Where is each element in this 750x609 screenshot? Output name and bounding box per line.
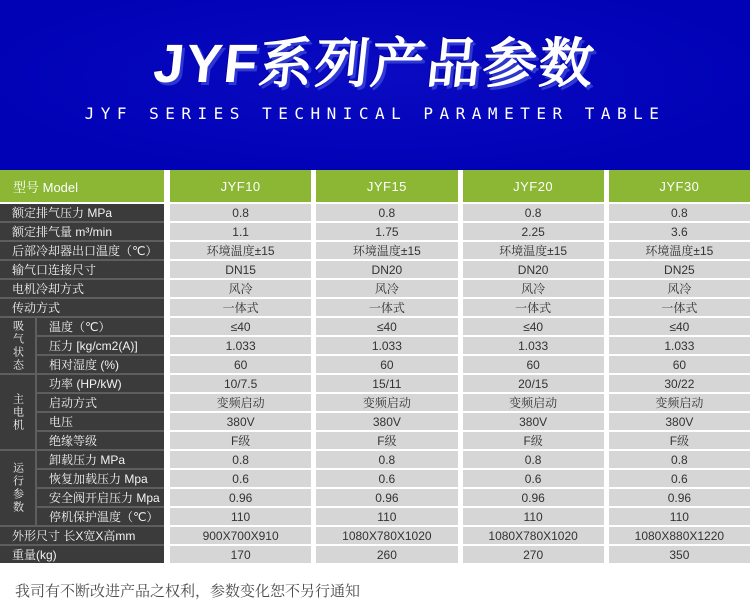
value-cell: 变频启动 bbox=[609, 394, 750, 411]
value-cell: 0.8 bbox=[170, 451, 311, 468]
value-cell: DN20 bbox=[463, 261, 604, 278]
value-cell: 1080X880X1220 bbox=[609, 527, 750, 544]
row-label: 启动方式 bbox=[37, 394, 164, 411]
value-cell: 0.8 bbox=[609, 451, 750, 468]
value-cell: 350 bbox=[609, 546, 750, 563]
value-cell: DN25 bbox=[609, 261, 750, 278]
value-cell: ≤40 bbox=[609, 318, 750, 335]
value-cell: 0.6 bbox=[463, 470, 604, 487]
title-banner bbox=[0, 0, 750, 170]
value-cell: 0.6 bbox=[316, 470, 457, 487]
row-label: 停机保护温度（℃） bbox=[37, 508, 164, 525]
row-label: 功率 (HP/kW) bbox=[37, 375, 164, 392]
value-cell: 900X700X910 bbox=[170, 527, 311, 544]
group-sublabels bbox=[37, 318, 164, 373]
value-cell: 风冷 bbox=[463, 280, 604, 297]
value-cell: 0.8 bbox=[609, 204, 750, 221]
value-cell: 110 bbox=[170, 508, 311, 525]
value-cell: 380V bbox=[316, 413, 457, 430]
value-cell: F级 bbox=[316, 432, 457, 449]
value-cell: DN20 bbox=[316, 261, 457, 278]
row-label: 额定排气压力 MPa bbox=[0, 204, 164, 221]
value-cell: 60 bbox=[170, 356, 311, 373]
value-cell: 1.033 bbox=[316, 337, 457, 354]
group-sublabels bbox=[37, 375, 164, 449]
value-cell: 1.75 bbox=[316, 223, 457, 240]
value-cell: 260 bbox=[316, 546, 457, 563]
value-cell: 风冷 bbox=[316, 280, 457, 297]
group-label: 运行参数 bbox=[0, 451, 35, 525]
row-label: 输气口连接尺寸 bbox=[0, 261, 164, 278]
value-cell: 环境温度±15 bbox=[609, 242, 750, 259]
row-label: 卸载压力 MPa bbox=[37, 451, 164, 468]
value-cell: 0.6 bbox=[170, 470, 311, 487]
value-cell: 60 bbox=[609, 356, 750, 373]
value-cell: ≤40 bbox=[170, 318, 311, 335]
column-header-cell: JYF20 bbox=[463, 170, 604, 202]
parameter-table bbox=[0, 170, 750, 563]
column-header-cell: JYF30 bbox=[609, 170, 750, 202]
value-cell: 环境温度±15 bbox=[316, 242, 457, 259]
table-header-row bbox=[0, 170, 750, 202]
row-label: 电机冷却方式 bbox=[0, 280, 164, 297]
row-label: 绝缘等级 bbox=[37, 432, 164, 449]
value-cell: 0.8 bbox=[316, 204, 457, 221]
row-label: 额定排气量 m³/min bbox=[0, 223, 164, 240]
value-cell: 0.6 bbox=[609, 470, 750, 487]
footer-note: 我司有不断改进产品之权利，参数变化恕不另行通知 bbox=[15, 583, 361, 600]
value-cell: 0.96 bbox=[609, 489, 750, 506]
row-label: 安全阀开启压力 Mpa bbox=[37, 489, 164, 506]
row-label: 相对湿度 (%) bbox=[37, 356, 164, 373]
table-body bbox=[0, 204, 750, 563]
row-group bbox=[0, 318, 164, 373]
value-cell: 1.1 bbox=[170, 223, 311, 240]
value-cell: 风冷 bbox=[170, 280, 311, 297]
value-cell: 2.25 bbox=[463, 223, 604, 240]
value-cell: 0.8 bbox=[463, 204, 604, 221]
value-cell: 1.033 bbox=[463, 337, 604, 354]
value-cell: 270 bbox=[463, 546, 604, 563]
value-cell: 60 bbox=[316, 356, 457, 373]
value-cell: 一体式 bbox=[316, 299, 457, 316]
page-title: JYF系列产品参数 bbox=[151, 34, 599, 94]
value-cell: 0.8 bbox=[170, 204, 311, 221]
value-cell: 0.8 bbox=[316, 451, 457, 468]
value-cell: 1.033 bbox=[170, 337, 311, 354]
row-group bbox=[0, 375, 164, 449]
row-label: 温度（℃） bbox=[37, 318, 164, 335]
value-cell: 1080X780X1020 bbox=[316, 527, 457, 544]
row-label: 重量(kg) bbox=[0, 546, 164, 563]
row-label: 压力 [kg/cm2(A)] bbox=[37, 337, 164, 354]
value-cell: 0.96 bbox=[316, 489, 457, 506]
value-cell: ≤40 bbox=[463, 318, 604, 335]
value-cell: 110 bbox=[316, 508, 457, 525]
page-subtitle: JYF SERIES TECHNICAL PARAMETER TABLE bbox=[84, 103, 666, 123]
value-cell: 一体式 bbox=[609, 299, 750, 316]
value-cell: 60 bbox=[463, 356, 604, 373]
value-cell: 0.96 bbox=[463, 489, 604, 506]
row-label: 恢复加载压力 Mpa bbox=[37, 470, 164, 487]
value-cell: 110 bbox=[463, 508, 604, 525]
value-cell: 变频启动 bbox=[316, 394, 457, 411]
value-cell: 一体式 bbox=[463, 299, 604, 316]
model-column-headers bbox=[170, 170, 750, 202]
row-group bbox=[0, 451, 164, 525]
value-cell: 变频启动 bbox=[170, 394, 311, 411]
label-column bbox=[0, 204, 164, 563]
model-header-cell: 型号 Model bbox=[0, 170, 164, 202]
value-cell: 变频启动 bbox=[463, 394, 604, 411]
value-cell: 一体式 bbox=[170, 299, 311, 316]
value-cell: F级 bbox=[170, 432, 311, 449]
row-label: 外形尺寸 长X宽X高mm bbox=[0, 527, 164, 544]
value-cell: F级 bbox=[609, 432, 750, 449]
value-cell: 1.033 bbox=[609, 337, 750, 354]
value-cell: 3.6 bbox=[609, 223, 750, 240]
value-cell: 110 bbox=[609, 508, 750, 525]
value-cell: 170 bbox=[170, 546, 311, 563]
value-cell: 0.8 bbox=[463, 451, 604, 468]
value-cell: 15/11 bbox=[316, 375, 457, 392]
value-cell: 30/22 bbox=[609, 375, 750, 392]
value-cell: 10/7.5 bbox=[170, 375, 311, 392]
value-cell: 380V bbox=[463, 413, 604, 430]
value-cell: 20/15 bbox=[463, 375, 604, 392]
row-label: 电压 bbox=[37, 413, 164, 430]
value-cell: 380V bbox=[170, 413, 311, 430]
value-grid bbox=[170, 204, 750, 563]
group-sublabels bbox=[37, 451, 164, 525]
column-header-cell: JYF15 bbox=[316, 170, 457, 202]
row-label: 传动方式 bbox=[0, 299, 164, 316]
value-cell: 1080X780X1020 bbox=[463, 527, 604, 544]
value-cell: 380V bbox=[609, 413, 750, 430]
group-label: 主电机 bbox=[0, 375, 35, 449]
value-cell: ≤40 bbox=[316, 318, 457, 335]
value-cell: 0.96 bbox=[170, 489, 311, 506]
group-label: 吸气状态 bbox=[0, 318, 35, 373]
value-cell: 环境温度±15 bbox=[170, 242, 311, 259]
value-cell: DN15 bbox=[170, 261, 311, 278]
row-label: 后部冷却器出口温度（℃） bbox=[0, 242, 164, 259]
value-cell: 环境温度±15 bbox=[463, 242, 604, 259]
value-cell: F级 bbox=[463, 432, 604, 449]
column-header-cell: JYF10 bbox=[170, 170, 311, 202]
value-cell: 风冷 bbox=[609, 280, 750, 297]
